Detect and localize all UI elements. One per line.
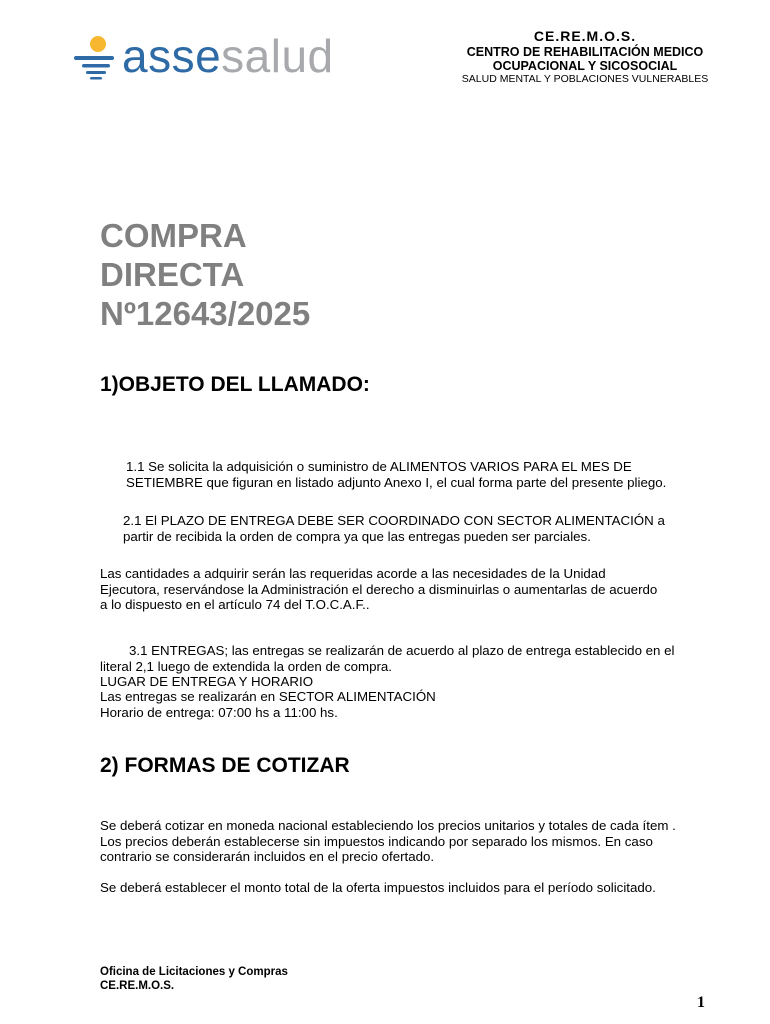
institution-subtitle: SALUD MENTAL Y POBLACIONES VULNERABLES bbox=[461, 73, 709, 85]
sun-waves-logo-icon bbox=[72, 34, 116, 82]
title-line2: DIRECTA bbox=[100, 256, 245, 293]
paragraph-cotizar-2: Se deberá establecer el monto total de la oferta impuestos incluidos para el período solicitado. bbox=[100, 880, 656, 895]
institution-short-name: CE.RE.M.O.S. bbox=[533, 28, 637, 44]
logo-salud: salud bbox=[221, 30, 334, 82]
page-footer bbox=[100, 965, 288, 993]
title-line1: COMPRA bbox=[100, 217, 247, 254]
title-line3: Nº12643/2025 bbox=[100, 295, 311, 332]
delivery-place-heading: LUGAR DE ENTREGA Y HORARIO bbox=[100, 674, 314, 689]
institution-name-line1: CENTRO DE REHABILITACIÓN MEDICO bbox=[466, 45, 704, 59]
paragraph-cotizar-1: Se deberá cotizar en moneda nacional estableciendo los precios unitarios y totales de cada ítem . Los precios deberán establecerse sin impuestos indicando por separado los mismos. En caso contrario se considerarán incluidos en el precio ofertado. bbox=[100, 818, 676, 864]
section2-heading: 2) FORMAS DE COTIZAR bbox=[100, 754, 350, 777]
delivery-hours: Horario de entrega: 07:00 hs a 11:00 hs. bbox=[100, 705, 338, 720]
delivery-place-detail: Las entregas se realizarán en SECTOR ALIMENTACIÓN bbox=[100, 689, 436, 704]
logo-asse: asse bbox=[122, 30, 222, 82]
paragraph-3-1: 3.1 ENTREGAS; las entregas se realizarán de acuerdo al plazo de entrega establecido en el literal 2,1 luego de extendida la orden de compra. bbox=[100, 643, 675, 674]
paragraph-1-1: 1.1 Se solicita la adquisición o suministro de ALIMENTOS VARIOS PARA EL MES DE SETIEMBRE que figuran en listado adjunto Anexo I, el cual forma parte del presente pliego. bbox=[126, 459, 667, 490]
page-number: 1 bbox=[697, 994, 705, 1011]
section1-heading: 1)OBJETO DEL LLAMADO: bbox=[100, 373, 370, 396]
institution-name-line2: OCUPACIONAL Y SICOSOCIAL bbox=[492, 59, 678, 73]
document-title bbox=[100, 216, 310, 333]
asse-salud-logo bbox=[72, 30, 382, 86]
footer-office: Oficina de Licitaciones y Compras bbox=[100, 966, 288, 978]
institution-header bbox=[430, 28, 740, 86]
paragraph-cantidades: Las cantidades a adquirir serán las requeridas acorde a las necesidades de la Unidad Ejecutora, reservándose la Administración el derecho a disminuirlas o aumentarlas de acuerdo a lo dispuesto en el artículo 74 del T.O.C.A.F.. bbox=[100, 566, 658, 612]
logo-wordmark bbox=[122, 26, 334, 86]
footer-institution: CE.RE.M.O.S. bbox=[100, 980, 175, 992]
paragraph-2-1: 2.1 El PLAZO DE ENTREGA DEBE SER COORDINADO CON SECTOR ALIMENTACIÓN a partir de recibida la orden de compra ya que las entregas pueden ser parciales. bbox=[123, 513, 665, 544]
